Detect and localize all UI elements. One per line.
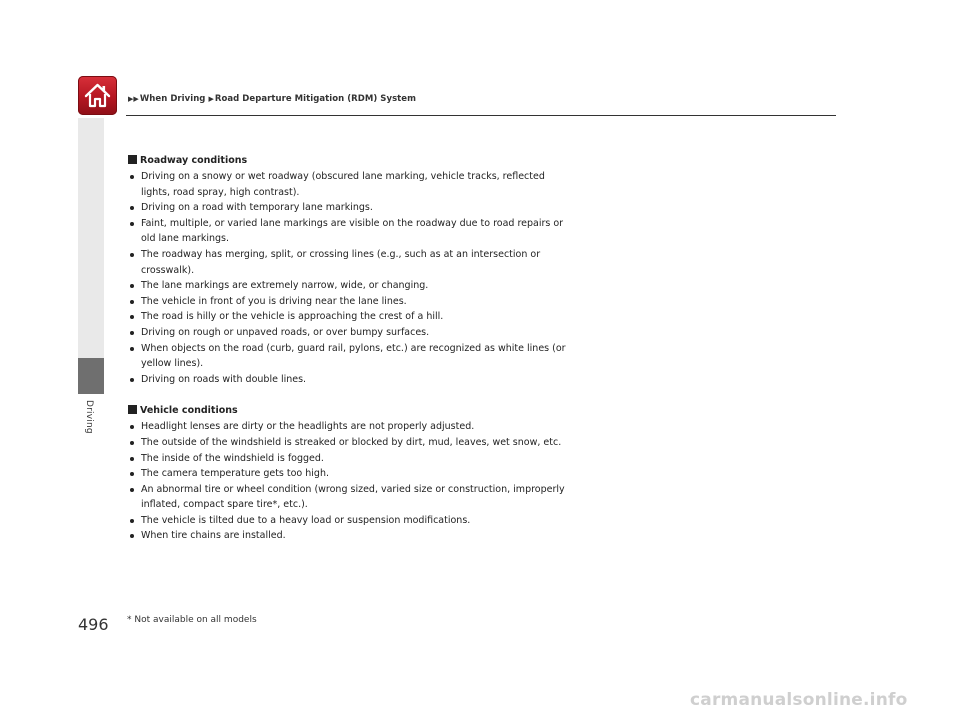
bullet-icon — [130, 331, 134, 335]
roadway-conditions-list — [128, 169, 568, 387]
section-title-text: Roadway conditions — [140, 155, 248, 166]
list-item — [128, 247, 568, 278]
list-item — [128, 309, 568, 325]
side-tab-marker — [78, 358, 104, 394]
breadcrumb-arrow-icon: ▶▶ — [128, 95, 139, 103]
home-icon — [83, 81, 112, 110]
list-item-text: Driving on a road with temporary lane markings. — [141, 202, 373, 214]
watermark: carmanualsonline.info — [690, 690, 908, 710]
breadcrumb-arrow-icon: ▶ — [208, 95, 214, 103]
bullet-icon — [130, 284, 134, 288]
list-item — [128, 528, 568, 544]
vehicle-conditions-list — [128, 419, 568, 544]
list-item — [128, 278, 568, 294]
list-item — [128, 372, 568, 388]
list-item — [128, 435, 568, 451]
list-item — [128, 341, 568, 372]
list-item-text: The road is hilly or the vehicle is approaching the crest of a hill. — [141, 311, 444, 323]
bullet-icon — [130, 378, 134, 382]
breadcrumb-item-when-driving[interactable]: When Driving — [139, 94, 206, 104]
list-item-text: Driving on a snowy or wet roadway (obscured lane marking, vehicle tracks, reflected lights, road spray, high contrast). — [141, 171, 545, 198]
bullet-icon — [130, 315, 134, 319]
section-gap — [128, 387, 568, 403]
bullet-icon — [130, 347, 134, 351]
list-item-text: The lane markings are extremely narrow, wide, or changing. — [141, 280, 429, 292]
list-item — [128, 200, 568, 216]
bullet-icon — [130, 425, 134, 429]
list-item-text: The vehicle in front of you is driving near the lane lines. — [141, 295, 407, 307]
bullet-icon — [130, 175, 134, 179]
section-title-roadway — [128, 153, 568, 169]
bullet-icon — [130, 206, 134, 210]
side-tab-track — [78, 118, 104, 358]
list-item — [128, 513, 568, 529]
bullet-icon — [130, 300, 134, 304]
list-item-text: The inside of the windshield is fogged. — [141, 452, 324, 464]
section-title-text: Vehicle conditions — [140, 405, 238, 417]
footnote: * Not available on all models — [127, 615, 257, 625]
list-item — [128, 482, 568, 513]
list-item — [128, 451, 568, 467]
list-item — [128, 169, 568, 200]
list-item-text: Driving on rough or unpaved roads, or over bumpy surfaces. — [141, 326, 430, 338]
list-item-text: An abnormal tire or wheel condition (wrong sized, varied size or construction, improperly inflated, compact spare tire*, etc.). — [141, 483, 565, 511]
list-item-text: Faint, multiple, or varied lane markings are visible on the roadway due to road repairs or old lane markings. — [141, 217, 564, 245]
bullet-icon — [130, 222, 134, 226]
list-item-text: Headlight lenses are dirty or the headlights are not properly adjusted. — [141, 421, 475, 433]
bullet-icon — [130, 472, 134, 476]
list-item — [128, 294, 568, 310]
list-item-text: The vehicle is tilted due to a heavy load or suspension modifications. — [141, 514, 471, 526]
list-item — [128, 419, 568, 435]
list-item — [128, 216, 568, 247]
square-bullet-icon — [128, 405, 137, 414]
main-content — [128, 153, 568, 544]
bullet-icon — [130, 457, 134, 461]
list-item-text: The outside of the windshield is streaked or blocked by dirt, mud, leaves, wet snow, etc. — [141, 436, 562, 448]
list-item — [128, 325, 568, 341]
bullet-icon — [130, 253, 134, 257]
list-item-text: Driving on roads with double lines. — [141, 373, 307, 385]
bullet-icon — [130, 441, 134, 445]
home-button[interactable] — [78, 76, 117, 115]
breadcrumb-item-rdm-system[interactable]: Road Departure Mitigation (RDM) System — [214, 94, 417, 104]
page-number: 496 — [78, 615, 109, 634]
list-item-text: When tire chains are installed. — [141, 530, 286, 542]
list-item-text: The roadway has merging, split, or crossing lines (e.g., such as at an intersection or crosswalk). — [141, 248, 541, 276]
bullet-icon — [130, 488, 134, 492]
list-item-text: The camera temperature gets too high. — [141, 468, 329, 480]
section-title-vehicle — [128, 403, 568, 419]
section-side-label: Driving — [84, 400, 94, 434]
list-item — [128, 466, 568, 482]
bullet-icon — [130, 519, 134, 523]
square-bullet-icon — [128, 155, 137, 164]
breadcrumb — [128, 94, 416, 104]
bullet-icon — [130, 534, 134, 538]
list-item-text: When objects on the road (curb, guard rail, pylons, etc.) are recognized as white lines (or yellow lines). — [141, 342, 566, 370]
header-divider — [126, 115, 836, 116]
